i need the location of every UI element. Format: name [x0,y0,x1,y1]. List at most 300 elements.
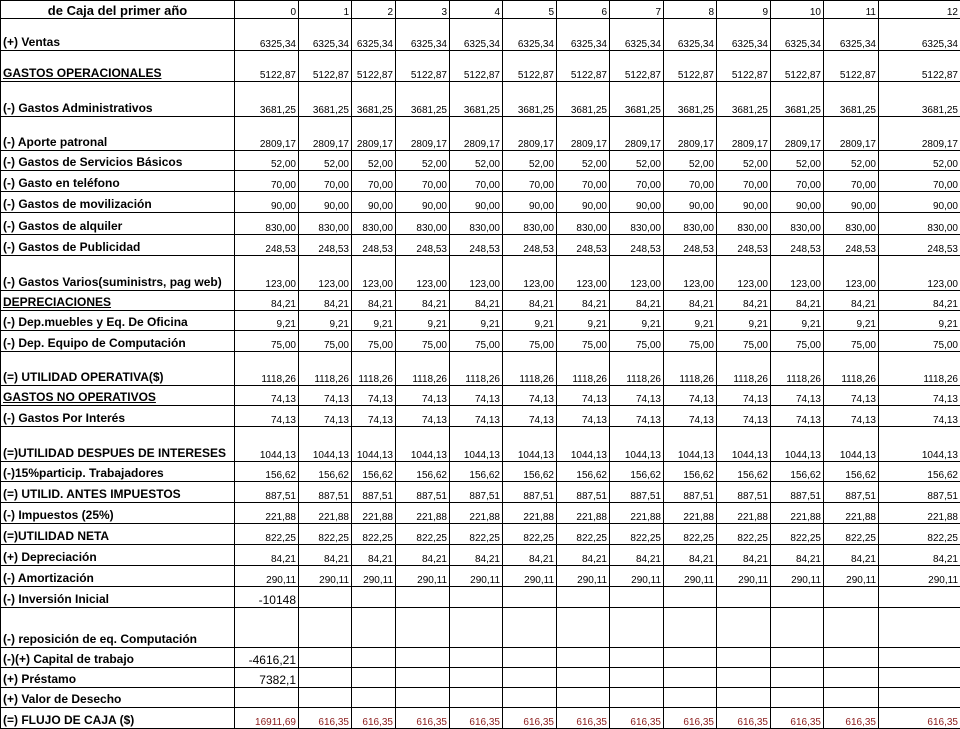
empty-cell [503,688,557,708]
row-label-text: (-) Gastos Por Interés [3,411,125,425]
table-row [1,545,960,566]
period-value-cell: 9,21 [771,311,824,331]
period-value-cell: 248,53 [503,235,557,256]
period-value-cell: 9,21 [450,311,503,331]
period-value-cell: 5122,87 [235,51,299,82]
period-value-cell: 221,88 [879,503,960,524]
period-value-cell: 887,51 [557,482,610,503]
row-label [1,117,235,151]
period-value-cell: 84,21 [824,545,879,566]
table-row [1,82,960,117]
period-value-cell: 5122,87 [396,51,450,82]
initial-value-cell: -4616,21 [235,648,299,668]
period-value-cell: 52,00 [352,151,396,171]
period-value-cell: 5122,87 [450,51,503,82]
period-value-cell: 2809,17 [610,117,664,151]
empty-cell [450,648,503,668]
empty-cell [879,648,960,668]
period-value-cell: 822,25 [717,524,771,545]
initial-value-cell: 7382,1 [235,668,299,688]
period-value-cell: 2809,17 [503,117,557,151]
period-value-cell: 70,00 [352,171,396,192]
period-value-cell: 887,51 [299,482,352,503]
period-value-cell: 52,00 [299,151,352,171]
period-value-cell: 887,51 [396,482,450,503]
period-value-cell: 616,35 [503,708,557,729]
period-value-cell: 822,25 [664,524,717,545]
period-value-cell: 822,25 [299,524,352,545]
period-value-cell: 70,00 [610,171,664,192]
row-label-text: (-) reposición de eq. Computación [3,632,197,646]
period-value-cell: 84,21 [235,291,299,311]
period-value-cell: 84,21 [299,291,352,311]
period-value-cell: 74,13 [879,386,960,406]
period-value-cell: 1118,26 [610,352,664,386]
period-value-cell: 156,62 [503,462,557,482]
period-value-cell: 616,35 [299,708,352,729]
period-value-cell: 9,21 [235,311,299,331]
period-value-cell: 822,25 [450,524,503,545]
row-label [1,352,235,386]
period-value-cell: 290,11 [717,566,771,587]
period-value-cell: 6325,34 [879,19,960,51]
period-value-cell: 74,13 [717,386,771,406]
period-value-cell: 6325,34 [396,19,450,51]
empty-cell [610,688,664,708]
period-value-cell: 2809,17 [879,117,960,151]
period-value-cell: 70,00 [557,171,610,192]
period-value-cell: 52,00 [503,151,557,171]
period-value-cell: 75,00 [879,331,960,352]
period-value-cell: 290,11 [396,566,450,587]
period-value-cell: 75,00 [771,331,824,352]
period-value-cell: 75,00 [450,331,503,352]
period-header-10: 10 [771,1,824,19]
period-value-cell: 830,00 [352,213,396,235]
period-value-cell: 84,21 [664,545,717,566]
period-value-cell: 6325,34 [771,19,824,51]
period-value-cell: 84,21 [610,291,664,311]
period-value-cell: 3681,25 [664,82,717,117]
table-row [1,386,960,406]
row-label-text: (-) Dep.muebles y Eq. De Oficina [3,315,188,329]
period-value-cell: 52,00 [879,151,960,171]
period-value-cell: 822,25 [503,524,557,545]
period-value-cell: 1044,13 [396,427,450,462]
period-value-cell: 248,53 [450,235,503,256]
row-label [1,688,235,708]
row-label-text: (-) Gastos de movilización [3,197,152,211]
period-value-cell: 822,25 [352,524,396,545]
period-value-cell: 84,21 [557,545,610,566]
row-label [1,192,235,213]
period-value-cell: 2809,17 [450,117,503,151]
period-value-cell: 52,00 [824,151,879,171]
period-value-cell: 123,00 [610,256,664,291]
period-value-cell: 156,62 [879,462,960,482]
period-value-cell: 5122,87 [352,51,396,82]
row-label-text: DEPRECIACIONES [3,295,111,309]
row-label [1,51,235,82]
period-value-cell: 74,13 [557,406,610,427]
empty-cell [879,587,960,608]
row-label-text: (-) Gastos Varios(suministrs, pag web) [3,275,222,289]
row-label [1,331,235,352]
empty-cell [824,688,879,708]
period-value-cell: 2809,17 [771,117,824,151]
table-title: de Caja del primer año [1,1,235,19]
period-value-cell: 830,00 [610,213,664,235]
period-value-cell: 84,21 [450,545,503,566]
period-value-cell: 616,35 [717,708,771,729]
empty-cell [771,688,824,708]
period-value-cell: 1044,13 [352,427,396,462]
period-value-cell: 5122,87 [610,51,664,82]
table-row [1,256,960,291]
period-value-cell: 123,00 [396,256,450,291]
period-value-cell: 3681,25 [824,82,879,117]
period-value-cell: 70,00 [717,171,771,192]
table-row [1,566,960,587]
period-value-cell: 74,13 [235,386,299,406]
period-value-cell: 248,53 [879,235,960,256]
empty-cell [352,587,396,608]
row-label [1,151,235,171]
period-value-cell: 3681,25 [396,82,450,117]
row-label-text: GASTOS OPERACIONALES [3,66,161,80]
initial-value-cell [235,688,299,708]
period-value-cell: 290,11 [879,566,960,587]
period-value-cell: 6325,34 [610,19,664,51]
period-header-8: 8 [664,1,717,19]
period-value-cell: 90,00 [396,192,450,213]
period-value-cell: 221,88 [450,503,503,524]
period-value-cell: 822,25 [557,524,610,545]
period-value-cell: 2809,17 [396,117,450,151]
period-value-cell: 5122,87 [664,51,717,82]
period-value-cell: 830,00 [824,213,879,235]
period-header-5: 5 [503,1,557,19]
period-value-cell: 221,88 [717,503,771,524]
empty-cell [503,668,557,688]
period-value-cell: 1118,26 [824,352,879,386]
period-value-cell: 1118,26 [771,352,824,386]
period-value-cell: 290,11 [299,566,352,587]
period-value-cell: 84,21 [717,545,771,566]
period-value-cell: 290,11 [450,566,503,587]
empty-cell [503,587,557,608]
period-value-cell: 3681,25 [879,82,960,117]
period-value-cell: 1118,26 [664,352,717,386]
period-value-cell: 6325,34 [352,19,396,51]
period-value-cell: 75,00 [557,331,610,352]
table-row [1,648,960,668]
empty-cell [352,688,396,708]
period-value-cell: 248,53 [664,235,717,256]
period-value-cell: 248,53 [771,235,824,256]
row-label [1,19,235,51]
period-value-cell: 9,21 [717,311,771,331]
period-value-cell: 123,00 [557,256,610,291]
row-label [1,587,235,608]
period-value-cell: 9,21 [299,311,352,331]
period-value-cell: 75,00 [503,331,557,352]
period-value-cell: 123,00 [450,256,503,291]
period-value-cell: 5122,87 [717,51,771,82]
period-value-cell: 830,00 [450,213,503,235]
period-value-cell: 221,88 [771,503,824,524]
period-value-cell: 221,88 [235,503,299,524]
initial-value-cell [235,608,299,648]
row-label-text: (=) UTILID. ANTES IMPUESTOS [3,487,181,501]
period-value-cell: 1044,13 [235,427,299,462]
period-value-cell: 248,53 [352,235,396,256]
period-value-cell: 616,35 [824,708,879,729]
period-value-cell: 156,62 [396,462,450,482]
period-value-cell: 5122,87 [879,51,960,82]
row-label [1,235,235,256]
period-value-cell: 5122,87 [557,51,610,82]
period-value-cell: 123,00 [299,256,352,291]
empty-cell [664,608,717,648]
period-value-cell: 248,53 [299,235,352,256]
period-value-cell: 822,25 [771,524,824,545]
table-row [1,235,960,256]
row-label [1,524,235,545]
period-value-cell: 5122,87 [503,51,557,82]
period-header-1: 1 [299,1,352,19]
period-value-cell: 52,00 [664,151,717,171]
period-value-cell: 156,62 [717,462,771,482]
period-value-cell: 84,21 [352,545,396,566]
period-value-cell: 74,13 [824,386,879,406]
period-value-cell: 2809,17 [235,117,299,151]
period-value-cell: 822,25 [396,524,450,545]
period-value-cell: 6325,34 [664,19,717,51]
row-label [1,171,235,192]
period-value-cell: 290,11 [664,566,717,587]
period-value-cell: 822,25 [879,524,960,545]
row-label-text: (+) Ventas [3,35,60,49]
period-value-cell: 84,21 [352,291,396,311]
period-value-cell: 248,53 [610,235,664,256]
period-value-cell: 248,53 [557,235,610,256]
period-value-cell: 90,00 [824,192,879,213]
period-value-cell: 830,00 [396,213,450,235]
period-value-cell: 84,21 [610,545,664,566]
row-label [1,648,235,668]
period-value-cell: 6325,34 [450,19,503,51]
empty-cell [610,587,664,608]
period-value-cell: 887,51 [503,482,557,503]
period-value-cell: 1044,13 [771,427,824,462]
period-value-cell: 830,00 [557,213,610,235]
period-value-cell: 52,00 [610,151,664,171]
empty-cell [396,587,450,608]
period-value-cell: 1118,26 [879,352,960,386]
period-value-cell: 156,62 [824,462,879,482]
period-value-cell: 1044,13 [450,427,503,462]
period-value-cell: 830,00 [771,213,824,235]
period-value-cell: 75,00 [352,331,396,352]
table-row [1,192,960,213]
row-label-text: (-) Gasto en teléfono [3,176,120,190]
empty-cell [717,608,771,648]
period-value-cell: 75,00 [610,331,664,352]
period-value-cell: 52,00 [717,151,771,171]
period-header-11: 11 [824,1,879,19]
row-label [1,708,235,729]
period-value-cell: 290,11 [557,566,610,587]
period-value-cell: 616,35 [557,708,610,729]
period-header-6: 6 [557,1,610,19]
period-value-cell: 74,13 [352,386,396,406]
period-value-cell: 16911,69 [235,708,299,729]
period-value-cell: 822,25 [824,524,879,545]
empty-cell [771,648,824,668]
period-value-cell: 221,88 [503,503,557,524]
period-header-7: 7 [610,1,664,19]
period-value-cell: 616,35 [610,708,664,729]
empty-cell [557,668,610,688]
period-value-cell: 84,21 [879,291,960,311]
period-value-cell: 822,25 [235,524,299,545]
period-header-2: 2 [352,1,396,19]
row-label [1,406,235,427]
period-value-cell: 9,21 [396,311,450,331]
period-value-cell: 5122,87 [824,51,879,82]
period-value-cell: 123,00 [235,256,299,291]
period-value-cell: 221,88 [664,503,717,524]
period-value-cell: 75,00 [824,331,879,352]
period-value-cell: 887,51 [824,482,879,503]
empty-cell [352,608,396,648]
period-value-cell: 1118,26 [717,352,771,386]
empty-cell [664,587,717,608]
row-label [1,386,235,406]
row-label-text: (+) Valor de Desecho [3,692,121,706]
period-value-cell: 74,13 [235,406,299,427]
period-value-cell: 1044,13 [879,427,960,462]
empty-cell [557,688,610,708]
period-value-cell: 74,13 [503,406,557,427]
period-value-cell: 3681,25 [503,82,557,117]
period-value-cell: 830,00 [879,213,960,235]
period-value-cell: 74,13 [717,406,771,427]
period-header-0: 0 [235,1,299,19]
row-label-text: (-) Dep. Equipo de Computación [3,336,186,350]
empty-cell [879,608,960,648]
row-label-text: (-) Gastos de Servicios Básicos [3,155,182,169]
period-value-cell: 248,53 [235,235,299,256]
table-row [1,171,960,192]
empty-cell [610,608,664,648]
row-label [1,213,235,235]
period-value-cell: 123,00 [664,256,717,291]
period-value-cell: 6325,34 [557,19,610,51]
row-label-text: (-) Aporte patronal [3,135,107,149]
empty-cell [557,587,610,608]
period-value-cell: 290,11 [503,566,557,587]
period-value-cell: 74,13 [771,386,824,406]
period-header-3: 3 [396,1,450,19]
period-value-cell: 84,21 [557,291,610,311]
period-value-cell: 616,35 [879,708,960,729]
period-value-cell: 123,00 [717,256,771,291]
period-value-cell: 887,51 [450,482,503,503]
row-label-text: (=)UTILIDAD NETA [3,529,109,543]
table-row [1,213,960,235]
period-value-cell: 90,00 [771,192,824,213]
empty-cell [610,668,664,688]
table-row [1,482,960,503]
period-value-cell: 74,13 [771,406,824,427]
period-value-cell: 3681,25 [771,82,824,117]
period-value-cell: 830,00 [299,213,352,235]
period-value-cell: 90,00 [557,192,610,213]
period-value-cell: 74,13 [557,386,610,406]
empty-cell [717,648,771,668]
empty-cell [396,688,450,708]
period-value-cell: 6325,34 [235,19,299,51]
period-value-cell: 74,13 [664,406,717,427]
period-value-cell: 1044,13 [299,427,352,462]
period-value-cell: 74,13 [503,386,557,406]
period-value-cell: 1044,13 [503,427,557,462]
period-value-cell: 221,88 [352,503,396,524]
period-value-cell: 90,00 [235,192,299,213]
table-row [1,708,960,729]
period-value-cell: 887,51 [610,482,664,503]
period-header-12: 12 [879,1,960,19]
period-value-cell: 75,00 [235,331,299,352]
empty-cell [771,608,824,648]
period-value-cell: 123,00 [879,256,960,291]
empty-cell [396,608,450,648]
period-value-cell: 248,53 [824,235,879,256]
period-value-cell: 1044,13 [717,427,771,462]
table-row [1,524,960,545]
period-value-cell: 156,62 [450,462,503,482]
period-value-cell: 616,35 [771,708,824,729]
empty-cell [610,648,664,668]
period-value-cell: 2809,17 [664,117,717,151]
period-value-cell: 1118,26 [450,352,503,386]
period-value-cell: 90,00 [352,192,396,213]
period-value-cell: 9,21 [557,311,610,331]
period-value-cell: 74,13 [824,406,879,427]
table-row [1,19,960,51]
period-value-cell: 156,62 [352,462,396,482]
empty-cell [879,668,960,688]
period-value-cell: 1118,26 [299,352,352,386]
period-value-cell: 830,00 [664,213,717,235]
period-value-cell: 70,00 [396,171,450,192]
empty-cell [717,587,771,608]
period-value-cell: 84,21 [235,545,299,566]
table-row [1,587,960,608]
period-value-cell: 9,21 [824,311,879,331]
empty-cell [717,668,771,688]
empty-cell [879,688,960,708]
empty-cell [771,587,824,608]
period-value-cell: 52,00 [557,151,610,171]
table-row [1,462,960,482]
period-value-cell: 6325,34 [299,19,352,51]
period-value-cell: 887,51 [717,482,771,503]
period-value-cell: 74,13 [396,406,450,427]
period-value-cell: 90,00 [717,192,771,213]
